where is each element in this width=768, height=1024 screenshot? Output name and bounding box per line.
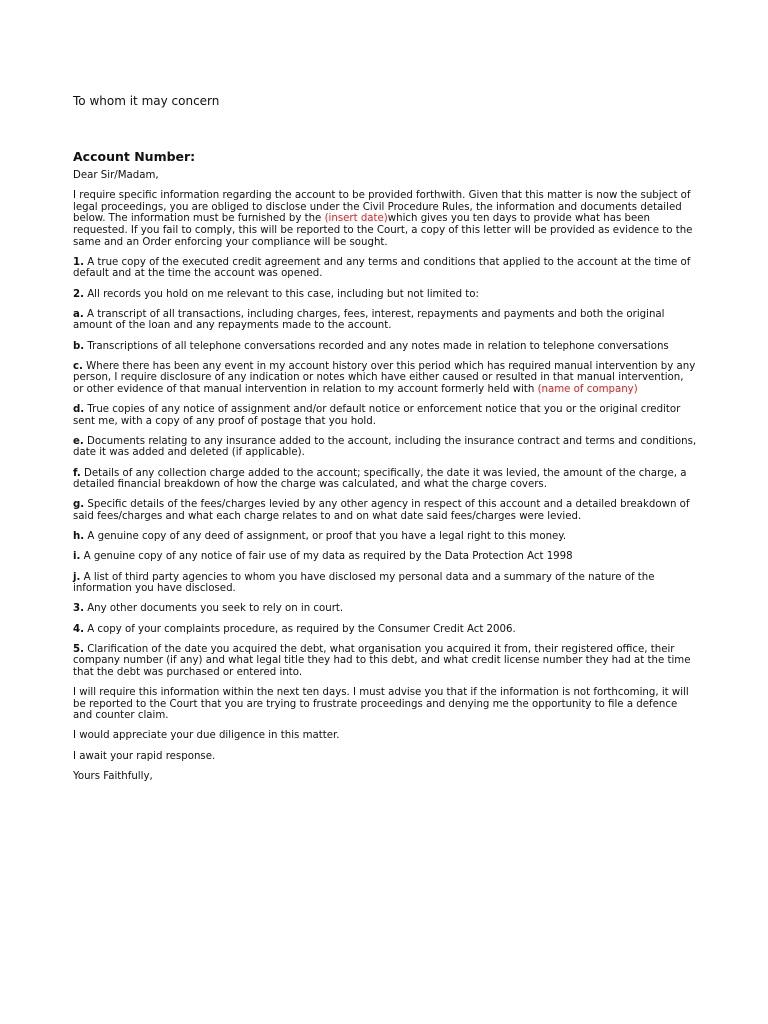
item-text: A genuine copy of any deed of assignment, or proof that you have a legal right to this money. (84, 531, 567, 543)
item-text: A transcript of all transactions, including charges, fees, interest, repayments and payments and both the original amount of the loan and any repayments made to the account. (73, 308, 665, 332)
item-d (73, 404, 697, 427)
intro-text-1: I require specific information regarding the account to be provided forthwith. Given that this matter is now the subject of legal proceedings, you are obliged to disclose under the Civil Procedure Rules, the information and documents detailed below. The information must be furnished by the (73, 190, 691, 225)
item-h (73, 531, 697, 543)
item-g (73, 499, 697, 522)
addressee-line: To whom it may concern (73, 94, 220, 108)
item-number: c. (73, 360, 83, 372)
item-number: h. (73, 531, 85, 543)
signoff: Yours Faithfully, (73, 770, 153, 782)
item-text: Any other documents you seek to rely on in court. (83, 603, 344, 615)
item-number: e. (73, 435, 84, 447)
item-number: 1. (73, 256, 84, 268)
account-number-label: Account Number: (73, 149, 196, 164)
item-f (73, 468, 697, 491)
item-number: b. (73, 340, 85, 352)
item-text: Where there has been any event in my account history over this period which has required manual intervention by any person, I require disclosure of any indication or notes which have either caused or resulted in that manual intervention, or other evidence of that manual intervention in relation to my account formerly held with (73, 360, 696, 395)
item-text: Clarification of the date you acquired the debt, what organisation you acquired it from, their registered office, their company number (if any) and what legal title they had to this debt, and what credit license number they had at the time that the debt was purchased or entered into. (73, 643, 691, 678)
salutation: Dear Sir/Madam, (73, 170, 159, 181)
item-1 (73, 257, 697, 280)
item-number: j. (73, 571, 81, 583)
item-b (73, 341, 697, 353)
item-4 (73, 624, 697, 636)
item-e (73, 436, 697, 459)
item-number: 5. (73, 643, 84, 655)
item-j (73, 572, 697, 595)
item-number: f. (73, 467, 81, 479)
item-text: A list of third party agencies to whom you have disclosed my personal data and a summary of the nature of the information you have disclosed. (73, 571, 655, 595)
intro-text-2: which gives you ten days to provide what has been requested. If you fail to comply, this will be reported to the Court, a copy of this letter will be provided as evidence to the same and an Order enforcing your compliance will be sought. (73, 213, 693, 248)
intro-paragraph (73, 190, 697, 248)
item-text: Specific details of the fees/charges levied by any other agency in respect of this account and a detailed breakdown of said fees/charges and what each charge relates to and on what date said fees/charges were levied. (73, 499, 690, 522)
item-text: A genuine copy of any notice of fair use of my data as required by the Data Protection Act 1998 (80, 551, 573, 563)
item-text: True copies of any notice of assignment and/or default notice or enforcement notice that you or the original creditor sent me, with a copy of any proof of postage that you hold. (73, 404, 681, 427)
item-text: A true copy of the executed credit agreement and any terms and conditions that applied to the account at the time of default and at the time the account was opened. (73, 256, 691, 280)
letter-body (73, 170, 697, 791)
item-text: Documents relating to any insurance added to the account, including the insurance contract and terms and conditions, date it was added and deleted (if applicable). (73, 435, 697, 459)
item-number: 2. (73, 288, 84, 300)
item-a (73, 309, 697, 332)
item-number: i. (73, 551, 81, 563)
item-text: A copy of your complaints procedure, as required by the Consumer Credit Act 2006. (83, 623, 516, 635)
item-number: 4. (73, 623, 84, 635)
closing-paragraph-1: I will require this information within the next ten days. I must advise you that if the information is not forthcoming, it will be reported to the Court that you are trying to frustrate proceedings and denying me the opportunity to file a defence and counter claim. (73, 687, 689, 722)
item-number: a. (73, 308, 84, 320)
item-text: Transcriptions of all telephone conversations recorded and any notes made in relation to telephone conversations (84, 340, 669, 352)
item-c (73, 361, 697, 396)
item-2 (73, 289, 697, 301)
item-i (73, 551, 697, 563)
insert-date-placeholder: (insert date) (324, 213, 388, 225)
closing-paragraph-2: I would appreciate your due diligence in this matter. (73, 730, 340, 742)
item-text: All records you hold on me relevant to this case, including but not limited to: (83, 288, 479, 300)
item-5 (73, 644, 697, 679)
item-text: Details of any collection charge added to the account; specifically, the date it was levied, the amount of the charge, a detailed financial breakdown of how the charge was calculated, and what the charge covers. (73, 467, 687, 491)
item-number: d. (73, 404, 85, 416)
item-3 (73, 603, 697, 615)
item-number: g. (73, 499, 85, 511)
closing-paragraph-3: I await your rapid response. (73, 750, 216, 762)
item-number: 3. (73, 603, 84, 615)
company-name-placeholder: (name of company) (537, 383, 638, 395)
